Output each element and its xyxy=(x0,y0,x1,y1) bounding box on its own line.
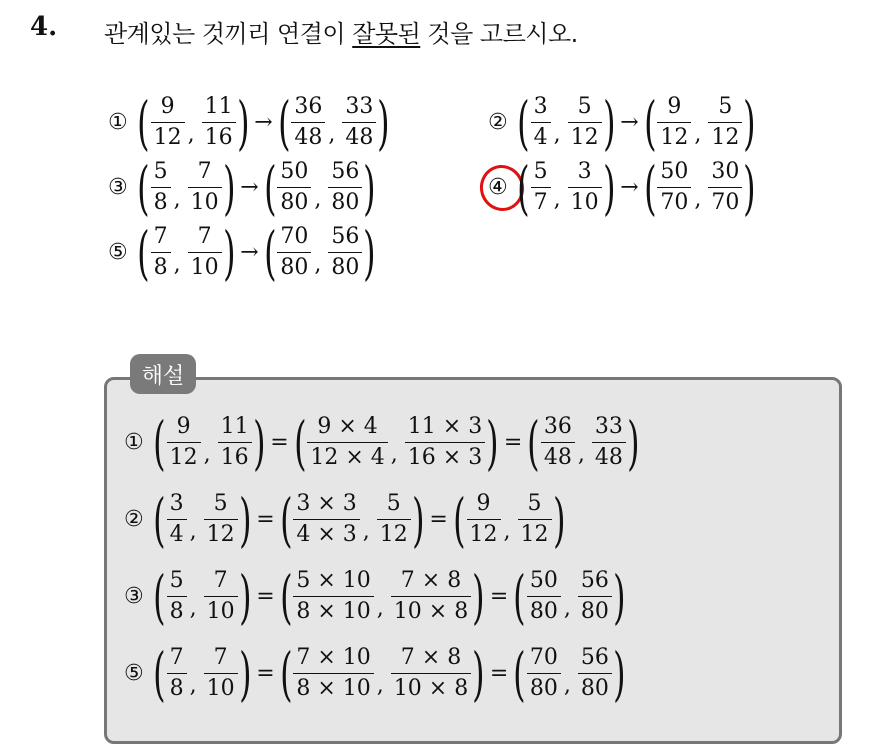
right-paren: ) xyxy=(222,218,236,287)
denominator: 80 xyxy=(328,187,362,218)
choice-label-text: ⑤ xyxy=(108,240,128,265)
left-paren: ( xyxy=(513,639,526,708)
right-paren: ) xyxy=(472,639,485,708)
numerator: 5 xyxy=(213,491,228,516)
denominator: 48 xyxy=(541,442,575,473)
arrow: → xyxy=(254,110,273,135)
numerator: 33 xyxy=(594,414,623,439)
explanation-row-3 xyxy=(124,562,626,631)
right-paren: ) xyxy=(602,88,616,157)
fraction xyxy=(204,643,238,704)
choice-5[interactable] xyxy=(108,218,376,287)
comma: , xyxy=(187,122,195,147)
right-paren: ) xyxy=(472,562,485,631)
equals-sign: = xyxy=(256,584,275,609)
denominator: 12 xyxy=(657,122,691,153)
right-paren: ) xyxy=(252,408,266,477)
fraction xyxy=(527,643,561,704)
numerator: 36 xyxy=(294,94,323,119)
left-paren: ( xyxy=(279,485,293,554)
fraction xyxy=(568,92,602,153)
fraction xyxy=(708,92,742,153)
numerator: 3 xyxy=(577,159,592,184)
right-paren: ) xyxy=(238,562,252,631)
fraction xyxy=(277,222,311,283)
comma: , xyxy=(503,519,511,544)
arrow: → xyxy=(620,110,639,135)
denominator: 8 xyxy=(167,673,187,704)
numerator: 7 xyxy=(169,645,184,670)
fraction xyxy=(518,489,552,550)
numerator: 56 xyxy=(580,568,609,593)
denominator: 8 × 10 xyxy=(293,673,373,704)
numerator: 33 xyxy=(345,94,374,119)
denominator: 8 xyxy=(167,596,187,627)
fraction xyxy=(568,157,602,218)
fraction xyxy=(188,222,222,283)
fraction xyxy=(188,157,222,218)
fraction xyxy=(405,412,485,473)
denominator: 10 xyxy=(204,673,238,704)
fraction xyxy=(657,92,691,153)
comma: , xyxy=(390,442,398,467)
denominator: 10 × 8 xyxy=(391,673,471,704)
comma: , xyxy=(577,442,585,467)
fraction xyxy=(218,412,252,473)
denominator: 12 × 4 xyxy=(307,442,387,473)
numerator: 9 × 4 xyxy=(317,414,378,439)
comma: , xyxy=(189,519,197,544)
denominator: 12 xyxy=(151,122,185,153)
numerator: 36 xyxy=(543,414,572,439)
choice-label xyxy=(488,110,518,135)
right-paren: ) xyxy=(236,88,250,157)
explanation-row-2 xyxy=(124,485,566,554)
denominator: 80 xyxy=(527,596,561,627)
fraction xyxy=(202,92,236,153)
denominator: 80 xyxy=(578,673,612,704)
comma: , xyxy=(376,596,384,621)
numerator: 7 xyxy=(213,645,228,670)
left-paren: ( xyxy=(137,153,150,222)
numerator: 3 xyxy=(169,491,184,516)
numerator: 56 xyxy=(331,224,360,249)
numerator: 11 xyxy=(220,414,249,439)
denominator: 8 xyxy=(151,187,171,218)
right-paren: ) xyxy=(238,639,252,708)
denominator: 16 × 3 xyxy=(405,442,485,473)
left-paren: ( xyxy=(517,153,530,222)
denominator: 80 xyxy=(527,673,561,704)
comma: , xyxy=(553,122,561,147)
left-paren: ( xyxy=(452,485,466,554)
fraction xyxy=(541,412,575,473)
numerator: 7 xyxy=(197,224,212,249)
explanation-label: ① xyxy=(124,430,144,455)
comma: , xyxy=(314,187,322,212)
numerator: 30 xyxy=(711,159,740,184)
fraction xyxy=(657,157,691,218)
left-paren: ( xyxy=(517,88,530,157)
question-text-part1: 관계있는 것끼리 연결이 xyxy=(104,20,353,48)
numerator: 9 xyxy=(176,414,191,439)
numerator: 5 xyxy=(533,159,548,184)
left-paren: ( xyxy=(277,88,291,157)
fraction xyxy=(151,157,171,218)
comma: , xyxy=(694,187,702,212)
denominator: 8 × 10 xyxy=(293,596,373,627)
right-paren: ) xyxy=(486,408,499,477)
denominator: 10 xyxy=(188,252,222,283)
fraction xyxy=(277,157,311,218)
denominator: 4 xyxy=(167,519,187,550)
right-paren: ) xyxy=(222,153,236,222)
fraction xyxy=(204,489,238,550)
fraction xyxy=(531,157,551,218)
choice-label-text: ① xyxy=(108,110,128,135)
numerator: 50 xyxy=(529,568,558,593)
denominator: 10 xyxy=(568,187,602,218)
right-paren: ) xyxy=(613,639,626,708)
fraction xyxy=(377,489,411,550)
equals-sign: = xyxy=(256,507,275,532)
question-text xyxy=(104,14,578,49)
denominator: 12 xyxy=(518,519,552,550)
fraction xyxy=(592,412,626,473)
fraction xyxy=(708,157,742,218)
choice-label-text: ③ xyxy=(108,175,128,200)
numerator: 70 xyxy=(529,645,558,670)
numerator: 7 xyxy=(197,159,212,184)
fraction xyxy=(151,92,185,153)
denominator: 16 xyxy=(218,442,252,473)
left-paren: ( xyxy=(263,153,277,222)
fraction xyxy=(531,92,551,153)
denominator: 8 xyxy=(151,252,171,283)
numerator: 9 xyxy=(160,94,175,119)
right-paren: ) xyxy=(411,485,425,554)
comma: , xyxy=(173,187,181,212)
comma: , xyxy=(553,187,561,212)
fraction xyxy=(167,489,187,550)
fraction xyxy=(391,566,471,627)
numerator: 5 xyxy=(386,491,401,516)
explanation-label: ⑤ xyxy=(124,661,144,686)
numerator: 70 xyxy=(280,224,309,249)
fraction xyxy=(293,566,373,627)
equals-sign: = xyxy=(270,430,289,455)
equals-sign: = xyxy=(503,430,523,455)
left-paren: ( xyxy=(137,88,150,157)
question-text-underlined: 잘못된 xyxy=(352,20,421,48)
comma: , xyxy=(328,122,336,147)
numerator: 7 xyxy=(213,568,228,593)
equals-sign: = xyxy=(489,584,509,609)
explanation-tag: 해설 xyxy=(130,354,196,394)
choice-2[interactable] xyxy=(488,88,756,157)
left-paren: ( xyxy=(263,218,277,287)
denominator: 80 xyxy=(328,252,362,283)
denominator: 12 xyxy=(167,442,201,473)
choice-label xyxy=(108,110,138,135)
comma: , xyxy=(362,519,370,544)
denominator: 80 xyxy=(578,596,612,627)
choice-label-text: ② xyxy=(488,110,508,135)
comma: , xyxy=(376,673,384,698)
numerator: 5 xyxy=(718,94,733,119)
left-paren: ( xyxy=(153,562,166,631)
denominator: 10 xyxy=(204,596,238,627)
right-paren: ) xyxy=(552,485,566,554)
denominator: 10 × 8 xyxy=(391,596,471,627)
equals-sign: = xyxy=(489,661,509,686)
fraction xyxy=(167,412,201,473)
numerator: 9 xyxy=(476,491,491,516)
numerator: 5 xyxy=(527,491,542,516)
denominator: 16 xyxy=(202,122,236,153)
numerator: 50 xyxy=(280,159,309,184)
fraction xyxy=(291,92,325,153)
numerator: 3 × 3 xyxy=(296,491,357,516)
fraction xyxy=(151,222,171,283)
comma: , xyxy=(203,442,211,467)
denominator: 10 xyxy=(188,187,222,218)
right-paren: ) xyxy=(238,485,252,554)
choice-label-text: ④ xyxy=(488,175,508,200)
choice-1[interactable] xyxy=(108,88,390,157)
arrow: → xyxy=(620,175,639,200)
comma: , xyxy=(563,596,571,621)
numerator: 7 × 8 xyxy=(400,568,462,593)
numerator: 5 xyxy=(153,159,168,184)
left-paren: ( xyxy=(279,639,293,708)
fraction xyxy=(293,489,359,550)
explanation-row-5 xyxy=(124,639,626,708)
right-paren: ) xyxy=(363,153,376,222)
denominator: 70 xyxy=(708,187,742,218)
explanation-label: ③ xyxy=(124,584,144,609)
right-paren: ) xyxy=(602,153,616,222)
right-paren: ) xyxy=(743,88,756,157)
fraction xyxy=(167,566,187,627)
denominator: 80 xyxy=(277,252,311,283)
fraction xyxy=(342,92,376,153)
denominator: 4 xyxy=(531,122,551,153)
denominator: 80 xyxy=(277,187,311,218)
fraction xyxy=(293,643,373,704)
left-paren: ( xyxy=(153,408,166,477)
comma: , xyxy=(314,252,322,277)
comma: , xyxy=(189,596,197,621)
denominator: 12 xyxy=(204,519,238,550)
numerator: 11 xyxy=(204,94,233,119)
right-paren: ) xyxy=(743,153,756,222)
left-paren: ( xyxy=(293,408,307,477)
fraction xyxy=(391,643,471,704)
numerator: 7 xyxy=(153,224,168,249)
explanation-label: ② xyxy=(124,507,144,532)
explanation-row-1 xyxy=(124,408,640,477)
denominator: 48 xyxy=(592,442,626,473)
fraction xyxy=(307,412,387,473)
comma: , xyxy=(694,122,702,147)
question-number: 4. xyxy=(30,12,58,42)
fraction xyxy=(578,643,612,704)
fraction xyxy=(578,566,612,627)
right-paren: ) xyxy=(377,88,390,157)
numerator: 5 × 10 xyxy=(296,568,371,593)
choice-4[interactable] xyxy=(488,153,756,222)
fraction xyxy=(204,566,238,627)
choice-label xyxy=(108,240,138,265)
denominator: 12 xyxy=(377,519,411,550)
denominator: 12 xyxy=(708,122,742,153)
fraction xyxy=(167,643,187,704)
arrow: → xyxy=(240,240,259,265)
left-paren: ( xyxy=(153,485,166,554)
numerator: 5 xyxy=(169,568,184,593)
denominator: 70 xyxy=(657,187,691,218)
denominator: 12 xyxy=(568,122,602,153)
left-paren: ( xyxy=(153,639,166,708)
numerator: 56 xyxy=(331,159,360,184)
denominator: 48 xyxy=(342,122,376,153)
numerator: 5 xyxy=(577,94,592,119)
left-paren: ( xyxy=(527,408,540,477)
right-paren: ) xyxy=(627,408,640,477)
denominator: 7 xyxy=(531,187,551,218)
left-paren: ( xyxy=(643,153,657,222)
fraction xyxy=(328,222,362,283)
arrow: → xyxy=(240,175,259,200)
left-paren: ( xyxy=(513,562,526,631)
question-text-part2: 것을 고르시오. xyxy=(420,20,578,48)
comma: , xyxy=(189,673,197,698)
choice-label xyxy=(108,175,138,200)
equals-sign: = xyxy=(256,661,275,686)
fraction xyxy=(467,489,501,550)
numerator: 9 xyxy=(667,94,682,119)
fraction xyxy=(527,566,561,627)
numerator: 50 xyxy=(660,159,689,184)
equals-sign: = xyxy=(429,507,448,532)
choice-label xyxy=(488,175,518,200)
left-paren: ( xyxy=(643,88,657,157)
numerator: 3 xyxy=(533,94,548,119)
numerator: 7 × 8 xyxy=(400,645,462,670)
numerator: 56 xyxy=(580,645,609,670)
denominator: 12 xyxy=(467,519,501,550)
fraction xyxy=(328,157,362,218)
right-paren: ) xyxy=(613,562,626,631)
left-paren: ( xyxy=(137,218,150,287)
denominator: 48 xyxy=(291,122,325,153)
choice-3[interactable] xyxy=(108,153,376,222)
right-paren: ) xyxy=(363,218,376,287)
comma: , xyxy=(563,673,571,698)
numerator: 7 × 10 xyxy=(296,645,371,670)
numerator: 11 × 3 xyxy=(407,414,483,439)
left-paren: ( xyxy=(279,562,293,631)
denominator: 4 × 3 xyxy=(293,519,359,550)
comma: , xyxy=(173,252,181,277)
